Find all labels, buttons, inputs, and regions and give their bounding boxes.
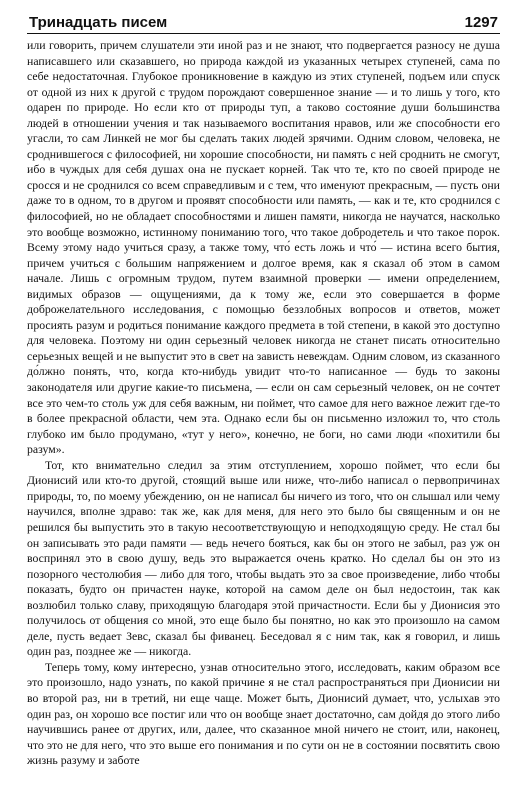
body-text — [27, 38, 500, 769]
running-header — [27, 14, 500, 33]
paragraph: или говорить, причем слушатели эти иной раз и не знают, что подвергается разносу не душа написавшего или сказавшего, но природа каждой из указанных четырех ступеней, сама по себе недостаточная. Глубокое проникновение в каждую из этих ступеней, подъем или спуск от одной из них к другой с трудом порождают совершенное знание — и то лишь у того, кто одарен по природе. Но если кто от природы туп, а таково состояние души большинства людей в отношении учения и так называемого воспитания нравов, или же способности его угасли, то сам Линкей не мог бы сделать таких людей зрячими. Одним словом, человека, не сроднившегося с философией, ни хорошие способности, ни память с ней сроднить не смогут, ибо в чуждых для себя душах она не пускает корней. Так что те, кто по своей природе не сросся и не сроднился со всем справедливым и с тем, что именуют прекрасным, — пусть они даже то в одном, то в другом и проявят способности или память, — как и те, кто сроднился с философией, но не обладает способностями и лишен памяти, никогда не научатся, насколько это вообще возможно, истинному пониманию того, что такое добродетель и что такое порок. Всему этому надо учиться сразу, а также тому, что́ есть ложь и что́ — истина всего бытия, причем учиться с большим напряжением и долгое время, как я сказал об этом в самом начале. Лишь с огромным трудом, путем взаимной проверки — имени определением, видимых образов — ощущениями, да к тому же, если это совершается в форме доброжелательного исследования, с помощью беззлобных вопросов и ответов, может просиять разум и родиться понимание каждого предмета в той степени, в какой это доступно для человека. Поэтому ни один серьезный человек никогда не станет писать относительно серьезных вещей и не выпустит это в свет на зависть невеждам. Одним словом, из сказанного до́лжно понять, что, когда кто-нибудь увидит что-то написанное — будь то законы законодателя или другие какие-то письмена, — если он сам серьезный человек, он не сочтет все это чем-то столь уж для себя важным, ни поймет, что самое для него важное лежит где-то в более прекрасной области, чем эта. Однако если бы он письменно изложил то, что столь глубоко им было продумано, «тут у него», конечно, не боги, но сами люди «похитили бы разум». — [27, 38, 500, 457]
page-number: 1297 — [464, 14, 498, 31]
header-rule — [27, 33, 500, 34]
running-title: Тринадцать писем — [29, 14, 168, 31]
paragraph: Тот, кто внимательно следил за этим отступлением, хорошо поймет, что если бы Дионисий или кто-то другой, стоящий выше или ниже, что-либо написал о первопричинах природы, то, по моему убеждению, он не написал бы ничего из того, что он слышал или чему научился, вполне здраво: так же, как для меня, для него это было бы священным и он не решился бы выпустить это в такую несоответствующую и неподходящую среду. Не стал бы он записывать это ради памяти — ведь нечего бояться, как бы он этого не забыл, раз уж он воспринял это в свою душу, ведь это выражается очень кратко. Но сделал бы он это из позорного честолюбия — либо для того, чтобы выдать это за свое произведение, либо чтобы показать, будто он причастен науке, которой на самом деле он был недостоин, так как возлюбил только славу, приходящую благодаря этой причастности. Если бы у Дионисия это получилось от общения со мной, это еще было бы понятно, но как это произошло на самом деле, пусть ведает Зевс, сказал бы фиванец. Беседовал я с ним так, как я говорил, и лишь один раз, позднее же — никогда. — [27, 457, 500, 659]
paragraph: Теперь тому, кому интересно, узнав относительно этого, исследовать, каким образом все это произошло, надо узнать, по какой причине я не стал распространяться при Дионисии ни во второй раз, ни в третий, ни еще чаще. Может быть, Дионисий думает, что, услыхав это один раз, он хорошо все постиг или что он вообще знает достаточно, сам дойдя до этого либо научившись ранее от других, или, далее, что сказанное мной ничего не стоит, или, наконец, что это не для него, что это выше его понимания и по сути он не в состоянии посвятить свою жизнь разуму и заботе — [27, 659, 500, 768]
